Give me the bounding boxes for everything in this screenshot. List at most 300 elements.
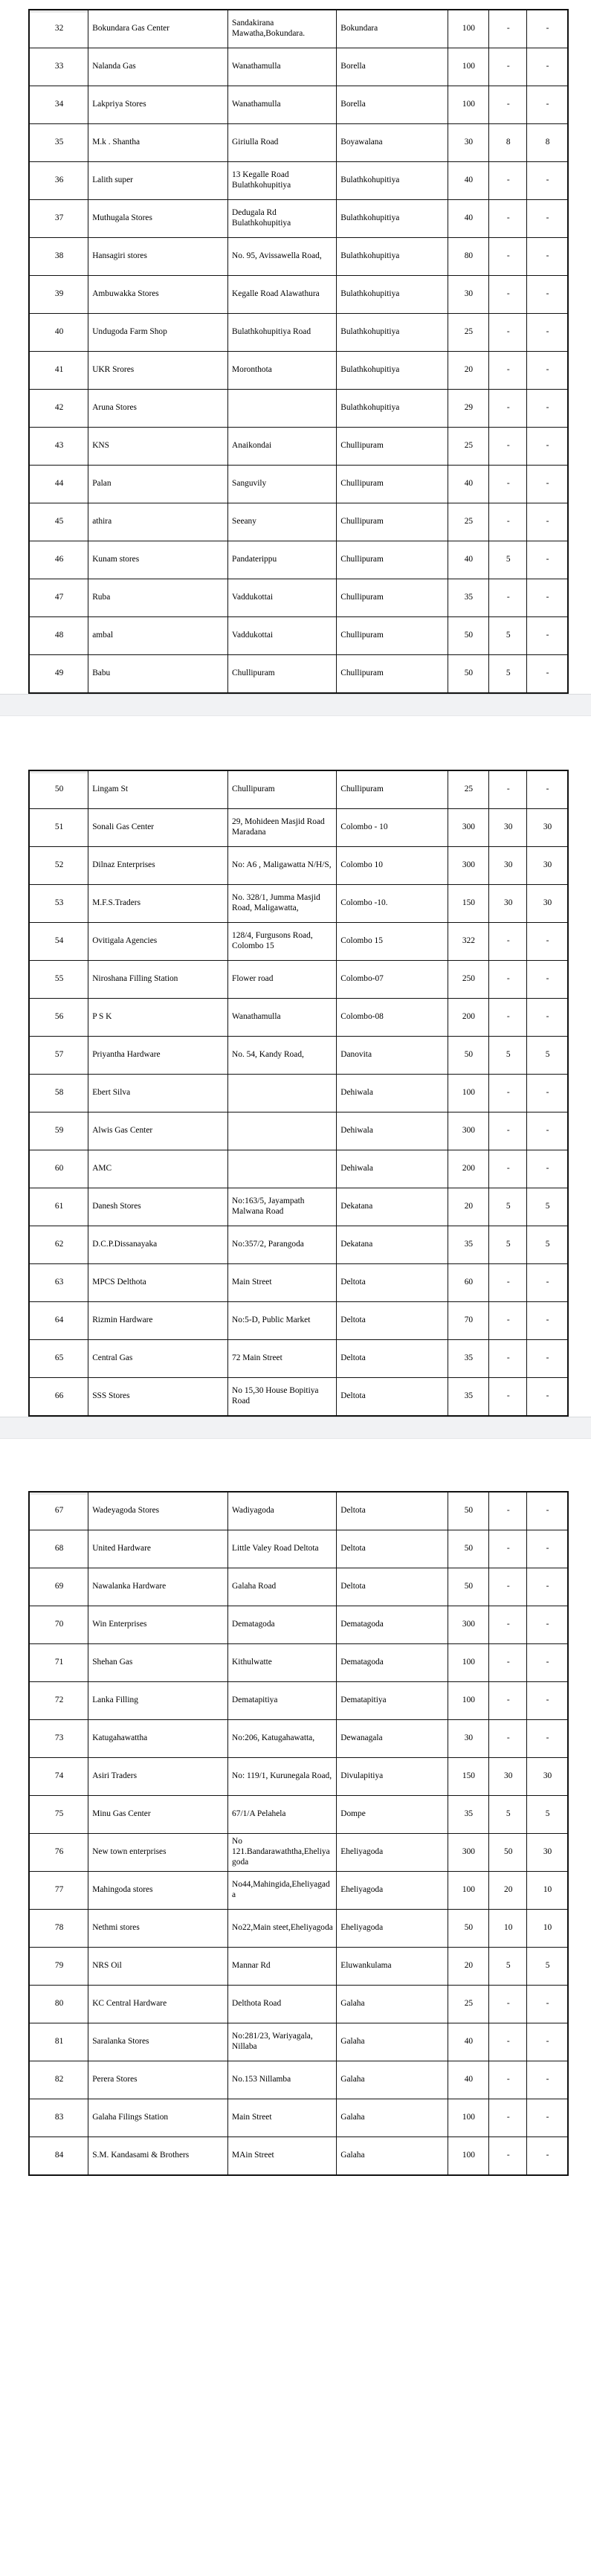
cell-quantity-2: 5 xyxy=(489,1037,527,1075)
cell-quantity-2: - xyxy=(489,1492,527,1530)
cell-quantity-3: - xyxy=(527,238,568,276)
document-page-1 xyxy=(0,0,591,694)
cell-row-number: 60 xyxy=(29,1150,88,1188)
cell-address: 67/1/A Pelahela xyxy=(228,1796,337,1834)
cell-quantity-1: 300 xyxy=(448,847,489,885)
cell-row-number: 50 xyxy=(29,770,88,809)
table-row xyxy=(29,238,568,276)
table-row xyxy=(29,1264,568,1302)
cell-city: Colombo-07 xyxy=(337,961,448,999)
table-row xyxy=(29,617,568,655)
cell-quantity-1: 25 xyxy=(448,770,489,809)
cell-quantity-1: 100 xyxy=(448,86,489,124)
cell-row-number: 32 xyxy=(29,10,88,48)
cell-row-number: 33 xyxy=(29,48,88,86)
cell-quantity-2: 10 xyxy=(489,1910,527,1948)
cell-city: Dekatana xyxy=(337,1188,448,1226)
table-row xyxy=(29,1188,568,1226)
cell-row-number: 39 xyxy=(29,276,88,314)
cell-distributor-name: Ruba xyxy=(88,579,228,617)
cell-city: Bulathkohupitiya xyxy=(337,276,448,314)
cell-row-number: 42 xyxy=(29,390,88,428)
cell-quantity-3: 10 xyxy=(527,1910,568,1948)
cell-distributor-name: AMC xyxy=(88,1150,228,1188)
cell-address: 72 Main Street xyxy=(228,1340,337,1378)
cell-distributor-name: S.M. Kandasami & Brothers xyxy=(88,2137,228,2176)
table-row xyxy=(29,1378,568,1417)
table-row xyxy=(29,10,568,48)
table-row xyxy=(29,162,568,200)
table-row xyxy=(29,1150,568,1188)
table-container-page-2 xyxy=(0,770,591,1417)
table-row xyxy=(29,503,568,541)
cell-quantity-1: 40 xyxy=(448,162,489,200)
cell-quantity-3: - xyxy=(527,10,568,48)
cell-row-number: 67 xyxy=(29,1492,88,1530)
table-row xyxy=(29,2061,568,2099)
table-row xyxy=(29,1568,568,1606)
cell-row-number: 52 xyxy=(29,847,88,885)
cell-city: Colombo -10. xyxy=(337,885,448,923)
cell-city: Dematagoda xyxy=(337,1644,448,1682)
table-row xyxy=(29,1226,568,1264)
cell-city: Dekatana xyxy=(337,1226,448,1264)
cell-address: Dematagoda xyxy=(228,1606,337,1644)
cell-row-number: 48 xyxy=(29,617,88,655)
cell-quantity-3: - xyxy=(527,352,568,390)
cell-row-number: 63 xyxy=(29,1264,88,1302)
page-separator-2 xyxy=(0,1417,591,1439)
cell-quantity-2: - xyxy=(489,503,527,541)
table-body-page-3 xyxy=(29,1492,568,2175)
cell-city: Chullipuram xyxy=(337,428,448,466)
cell-quantity-2: - xyxy=(489,1264,527,1302)
page-3-bottom-margin xyxy=(0,2176,591,2287)
cell-row-number: 45 xyxy=(29,503,88,541)
cell-row-number: 81 xyxy=(29,2023,88,2061)
cell-address: Wanathamulla xyxy=(228,999,337,1037)
cell-quantity-3: - xyxy=(527,999,568,1037)
cell-quantity-2: - xyxy=(489,352,527,390)
cell-quantity-3: - xyxy=(527,200,568,238)
cell-distributor-name: Nethmi stores xyxy=(88,1910,228,1948)
table-row xyxy=(29,276,568,314)
cell-city: Chullipuram xyxy=(337,541,448,579)
cell-city: Bulathkohupitiya xyxy=(337,352,448,390)
cell-quantity-2: 30 xyxy=(489,809,527,847)
cell-address: No.153 Nillamba xyxy=(228,2061,337,2099)
cell-quantity-3: - xyxy=(527,86,568,124)
cell-quantity-3: - xyxy=(527,466,568,503)
cell-quantity-3: - xyxy=(527,48,568,86)
cell-quantity-3: 5 xyxy=(527,1037,568,1075)
cell-quantity-2: 5 xyxy=(489,1796,527,1834)
cell-address: Kithulwatte xyxy=(228,1644,337,1682)
cell-quantity-2: 5 xyxy=(489,1188,527,1226)
cell-quantity-3: - xyxy=(527,1150,568,1188)
cell-row-number: 70 xyxy=(29,1606,88,1644)
cell-address xyxy=(228,1112,337,1150)
cell-address xyxy=(228,390,337,428)
cell-row-number: 49 xyxy=(29,655,88,694)
table-row xyxy=(29,885,568,923)
cell-city: Deltota xyxy=(337,1340,448,1378)
cell-distributor-name: ambal xyxy=(88,617,228,655)
cell-distributor-name: Minu Gas Center xyxy=(88,1796,228,1834)
cell-distributor-name: P S K xyxy=(88,999,228,1037)
cell-quantity-3: - xyxy=(527,428,568,466)
cell-quantity-1: 100 xyxy=(448,48,489,86)
cell-quantity-3: - xyxy=(527,1492,568,1530)
cell-distributor-name: Ovitigala Agencies xyxy=(88,923,228,961)
cell-quantity-1: 50 xyxy=(448,1492,489,1530)
cell-row-number: 77 xyxy=(29,1872,88,1910)
cell-address: Wanathamulla xyxy=(228,48,337,86)
cell-city: Boyawalana xyxy=(337,124,448,162)
cell-quantity-2: 30 xyxy=(489,885,527,923)
cell-row-number: 51 xyxy=(29,809,88,847)
cell-quantity-3: - xyxy=(527,1986,568,2023)
cell-distributor-name: Muthugala Stores xyxy=(88,200,228,238)
cell-address: Wanathamulla xyxy=(228,86,337,124)
cell-quantity-2: - xyxy=(489,276,527,314)
cell-row-number: 82 xyxy=(29,2061,88,2099)
cell-city: Dehiwala xyxy=(337,1112,448,1150)
cell-quantity-2: 30 xyxy=(489,1758,527,1796)
cell-distributor-name: Palan xyxy=(88,466,228,503)
cell-distributor-name: M.k . Shantha xyxy=(88,124,228,162)
cell-quantity-3: 5 xyxy=(527,1796,568,1834)
cell-row-number: 59 xyxy=(29,1112,88,1150)
table-row xyxy=(29,200,568,238)
cell-row-number: 80 xyxy=(29,1986,88,2023)
cell-quantity-1: 30 xyxy=(448,124,489,162)
table-row xyxy=(29,2137,568,2176)
cell-address: Anaikondai xyxy=(228,428,337,466)
cell-city: Dehiwala xyxy=(337,1075,448,1112)
cell-city: Deltota xyxy=(337,1530,448,1568)
cell-quantity-1: 300 xyxy=(448,1112,489,1150)
table-row xyxy=(29,1606,568,1644)
cell-quantity-3: - xyxy=(527,923,568,961)
table-row xyxy=(29,1340,568,1378)
cell-row-number: 53 xyxy=(29,885,88,923)
cell-distributor-name: Lalith super xyxy=(88,162,228,200)
cell-distributor-name: Galaha Filings Station xyxy=(88,2099,228,2137)
cell-quantity-1: 29 xyxy=(448,390,489,428)
table-row xyxy=(29,1948,568,1986)
cell-row-number: 38 xyxy=(29,238,88,276)
cell-city: Chullipuram xyxy=(337,466,448,503)
cell-quantity-2: 5 xyxy=(489,541,527,579)
cell-city: Dematapitiya xyxy=(337,1682,448,1720)
cell-quantity-2: - xyxy=(489,48,527,86)
cell-distributor-name: Ambuwakka Stores xyxy=(88,276,228,314)
cell-quantity-2: - xyxy=(489,2061,527,2099)
cell-distributor-name: Ebert Silva xyxy=(88,1075,228,1112)
cell-quantity-1: 300 xyxy=(448,1834,489,1872)
table-row xyxy=(29,314,568,352)
cell-address: Kegalle Road Alawathura xyxy=(228,276,337,314)
cell-quantity-3: - xyxy=(527,162,568,200)
table-row xyxy=(29,2099,568,2137)
cell-quantity-2: - xyxy=(489,999,527,1037)
cell-quantity-2: 30 xyxy=(489,847,527,885)
cell-quantity-1: 100 xyxy=(448,1872,489,1910)
cell-quantity-3: - xyxy=(527,1720,568,1758)
cell-distributor-name: Alwis Gas Center xyxy=(88,1112,228,1150)
cell-quantity-3: - xyxy=(527,1606,568,1644)
cell-city: Bulathkohupitiya xyxy=(337,314,448,352)
cell-city: Borella xyxy=(337,86,448,124)
cell-row-number: 57 xyxy=(29,1037,88,1075)
cell-city: Bulathkohupitiya xyxy=(337,200,448,238)
cell-quantity-3: - xyxy=(527,579,568,617)
cell-row-number: 76 xyxy=(29,1834,88,1872)
cell-quantity-3: - xyxy=(527,1340,568,1378)
cell-row-number: 58 xyxy=(29,1075,88,1112)
cell-quantity-1: 35 xyxy=(448,1378,489,1417)
cell-distributor-name: Sonali Gas Center xyxy=(88,809,228,847)
cell-distributor-name: Rizmin Hardware xyxy=(88,1302,228,1340)
cell-quantity-3: - xyxy=(527,314,568,352)
cell-row-number: 83 xyxy=(29,2099,88,2137)
cell-row-number: 62 xyxy=(29,1226,88,1264)
cell-address: Vaddukottai xyxy=(228,579,337,617)
page-separator-1 xyxy=(0,694,591,716)
cell-address: No:5-D, Public Market xyxy=(228,1302,337,1340)
cell-quantity-1: 60 xyxy=(448,1264,489,1302)
cell-distributor-name: D.C.P.Dissanayaka xyxy=(88,1226,228,1264)
cell-quantity-1: 20 xyxy=(448,1188,489,1226)
cell-quantity-3: - xyxy=(527,1264,568,1302)
cell-address: Bulathkohupitiya Road xyxy=(228,314,337,352)
cell-quantity-2: - xyxy=(489,86,527,124)
cell-quantity-1: 35 xyxy=(448,579,489,617)
cell-city: Eluwankulama xyxy=(337,1948,448,1986)
cell-row-number: 68 xyxy=(29,1530,88,1568)
cell-quantity-3: 10 xyxy=(527,1872,568,1910)
cell-city: Deltota xyxy=(337,1302,448,1340)
table-row xyxy=(29,1644,568,1682)
cell-city: Deltota xyxy=(337,1492,448,1530)
cell-quantity-1: 30 xyxy=(448,276,489,314)
cell-city: Colombo 10 xyxy=(337,847,448,885)
cell-distributor-name: Babu xyxy=(88,655,228,694)
table-row xyxy=(29,124,568,162)
cell-quantity-1: 25 xyxy=(448,1986,489,2023)
table-body-page-1 xyxy=(29,10,568,693)
cell-city: Borella xyxy=(337,48,448,86)
table-row xyxy=(29,48,568,86)
cell-quantity-1: 50 xyxy=(448,617,489,655)
cell-quantity-3: - xyxy=(527,1378,568,1417)
cell-row-number: 65 xyxy=(29,1340,88,1378)
table-row xyxy=(29,352,568,390)
cell-quantity-3: - xyxy=(527,770,568,809)
table-row xyxy=(29,961,568,999)
table-row xyxy=(29,1112,568,1150)
cell-row-number: 72 xyxy=(29,1682,88,1720)
table-row xyxy=(29,999,568,1037)
cell-city: Danovita xyxy=(337,1037,448,1075)
table-body-page-2 xyxy=(29,770,568,1416)
table-row xyxy=(29,1986,568,2023)
cell-row-number: 44 xyxy=(29,466,88,503)
cell-address: Wadiyagoda xyxy=(228,1492,337,1530)
cell-quantity-1: 25 xyxy=(448,503,489,541)
cell-quantity-3: - xyxy=(527,1644,568,1682)
cell-address: Main Street xyxy=(228,2099,337,2137)
cell-city: Colombo 15 xyxy=(337,923,448,961)
cell-address xyxy=(228,1075,337,1112)
cell-city: Deltota xyxy=(337,1264,448,1302)
cell-distributor-name: Perera Stores xyxy=(88,2061,228,2099)
cell-quantity-1: 40 xyxy=(448,200,489,238)
cell-quantity-2: - xyxy=(489,428,527,466)
cell-quantity-2: 8 xyxy=(489,124,527,162)
cell-row-number: 73 xyxy=(29,1720,88,1758)
cell-city: Dehiwala xyxy=(337,1150,448,1188)
cell-quantity-2: - xyxy=(489,1302,527,1340)
cell-address: No:357/2, Parangoda xyxy=(228,1226,337,1264)
cell-row-number: 55 xyxy=(29,961,88,999)
cell-address: No: A6 , Maligawatta N/H/S, xyxy=(228,847,337,885)
cell-address: No44,Mahingida,Eheliyagada xyxy=(228,1872,337,1910)
cell-quantity-2: - xyxy=(489,1644,527,1682)
cell-row-number: 66 xyxy=(29,1378,88,1417)
cell-distributor-name: Danesh Stores xyxy=(88,1188,228,1226)
cell-city: Galaha xyxy=(337,2099,448,2137)
cell-row-number: 79 xyxy=(29,1948,88,1986)
cell-address: Sanguvily xyxy=(228,466,337,503)
cell-address: MAin Street xyxy=(228,2137,337,2176)
distributor-table-page-2 xyxy=(28,770,569,1417)
table-row xyxy=(29,847,568,885)
cell-distributor-name: UKR Srores xyxy=(88,352,228,390)
cell-distributor-name: Mahingoda stores xyxy=(88,1872,228,1910)
cell-quantity-3: - xyxy=(527,2023,568,2061)
cell-row-number: 47 xyxy=(29,579,88,617)
cell-quantity-1: 100 xyxy=(448,2137,489,2176)
cell-city: Chullipuram xyxy=(337,770,448,809)
table-container-page-3 xyxy=(0,1491,591,2176)
cell-quantity-1: 20 xyxy=(448,352,489,390)
cell-quantity-2: - xyxy=(489,1340,527,1378)
cell-quantity-1: 200 xyxy=(448,999,489,1037)
cell-address: No:281/23, Wariyagala, Nillaba xyxy=(228,2023,337,2061)
cell-quantity-3: 30 xyxy=(527,885,568,923)
cell-quantity-1: 50 xyxy=(448,1910,489,1948)
cell-distributor-name: Lakpriya Stores xyxy=(88,86,228,124)
cell-quantity-3: - xyxy=(527,541,568,579)
cell-city: Bokundara xyxy=(337,10,448,48)
table-row xyxy=(29,428,568,466)
cell-quantity-3: - xyxy=(527,1112,568,1150)
cell-quantity-1: 200 xyxy=(448,1150,489,1188)
cell-distributor-name: Katugahawattha xyxy=(88,1720,228,1758)
cell-quantity-2: - xyxy=(489,2099,527,2137)
cell-address: Chullipuram xyxy=(228,655,337,694)
table-row xyxy=(29,1037,568,1075)
cell-quantity-3: - xyxy=(527,1302,568,1340)
cell-address: Dedugala Rd Bulathkohupitiya xyxy=(228,200,337,238)
distributor-table-page-1 xyxy=(28,9,569,694)
cell-distributor-name: Wadeyagoda Stores xyxy=(88,1492,228,1530)
cell-city: Galaha xyxy=(337,2023,448,2061)
cell-address: 29, Mohideen Masjid Road Maradana xyxy=(228,809,337,847)
cell-quantity-3: 5 xyxy=(527,1226,568,1264)
table-row xyxy=(29,579,568,617)
cell-distributor-name: SSS Stores xyxy=(88,1378,228,1417)
cell-distributor-name: NRS Oil xyxy=(88,1948,228,1986)
cell-distributor-name: Hansagiri stores xyxy=(88,238,228,276)
cell-quantity-1: 35 xyxy=(448,1796,489,1834)
table-row xyxy=(29,1302,568,1340)
cell-city: Colombo-08 xyxy=(337,999,448,1037)
cell-row-number: 40 xyxy=(29,314,88,352)
cell-quantity-1: 50 xyxy=(448,1037,489,1075)
cell-quantity-3: 30 xyxy=(527,1834,568,1872)
cell-quantity-1: 100 xyxy=(448,1644,489,1682)
cell-quantity-1: 50 xyxy=(448,655,489,694)
cell-quantity-1: 150 xyxy=(448,885,489,923)
cell-quantity-3: - xyxy=(527,617,568,655)
cell-quantity-2: - xyxy=(489,2023,527,2061)
cell-quantity-3: 30 xyxy=(527,1758,568,1796)
cell-distributor-name: Asiri Traders xyxy=(88,1758,228,1796)
cell-quantity-1: 100 xyxy=(448,1682,489,1720)
cell-quantity-2: - xyxy=(489,1986,527,2023)
cell-quantity-1: 322 xyxy=(448,923,489,961)
cell-quantity-3: - xyxy=(527,655,568,694)
cell-address: Sandakirana Mawatha,Bokundara. xyxy=(228,10,337,48)
cell-row-number: 64 xyxy=(29,1302,88,1340)
cell-city: Dompe xyxy=(337,1796,448,1834)
cell-quantity-3: 8 xyxy=(527,124,568,162)
cell-city: Eheliyagoda xyxy=(337,1872,448,1910)
cell-quantity-2: - xyxy=(489,10,527,48)
distributor-table-page-3 xyxy=(28,1491,569,2176)
table-row xyxy=(29,923,568,961)
cell-city: Colombo - 10 xyxy=(337,809,448,847)
cell-distributor-name: MPCS Delthota xyxy=(88,1264,228,1302)
cell-quantity-1: 30 xyxy=(448,1720,489,1758)
cell-address: Vaddukottai xyxy=(228,617,337,655)
cell-quantity-1: 50 xyxy=(448,1568,489,1606)
table-row xyxy=(29,1834,568,1872)
cell-row-number: 43 xyxy=(29,428,88,466)
cell-quantity-3: - xyxy=(527,503,568,541)
cell-quantity-2: - xyxy=(489,961,527,999)
cell-address: No:206, Katugahawatta, xyxy=(228,1720,337,1758)
cell-row-number: 36 xyxy=(29,162,88,200)
table-row xyxy=(29,1720,568,1758)
cell-city: Bulathkohupitiya xyxy=(337,162,448,200)
cell-city: Deltota xyxy=(337,1568,448,1606)
table-row xyxy=(29,466,568,503)
cell-row-number: 37 xyxy=(29,200,88,238)
cell-row-number: 54 xyxy=(29,923,88,961)
cell-row-number: 75 xyxy=(29,1796,88,1834)
cell-row-number: 41 xyxy=(29,352,88,390)
cell-distributor-name: Nawalanka Hardware xyxy=(88,1568,228,1606)
cell-address: Seeany xyxy=(228,503,337,541)
cell-address: 13 Kegalle Road Bulathkohupitiya xyxy=(228,162,337,200)
cell-quantity-2: - xyxy=(489,1682,527,1720)
cell-quantity-3: - xyxy=(527,961,568,999)
cell-quantity-1: 250 xyxy=(448,961,489,999)
